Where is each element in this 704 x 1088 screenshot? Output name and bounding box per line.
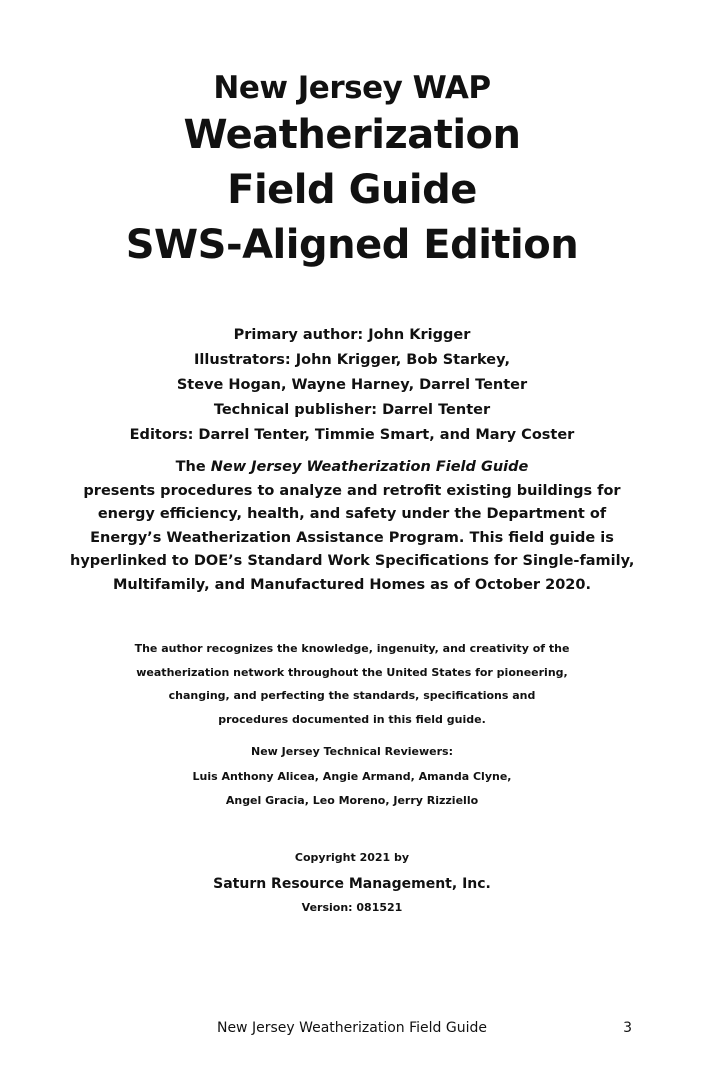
acknowledgement-line: The author recognizes the knowledge, ingenuity, and creativity of the <box>134 642 570 655</box>
title-block <box>0 68 704 273</box>
reviewers-heading: New Jersey Technical Reviewers: <box>251 745 453 758</box>
acknowledgement-line: procedures documented in this field guide. <box>218 712 486 726</box>
company-name: Saturn Resource Management, Inc. <box>213 876 491 892</box>
title-line-weatherization: Weatherization <box>183 112 521 158</box>
footer-page-number: 3 <box>623 1020 632 1036</box>
intro-guide-title: New Jersey Weatherization Field Guide <box>210 459 529 475</box>
credit-illustrators: Illustrators: John Krigger, Bob Starkey, <box>194 352 510 368</box>
credits-block <box>0 323 704 448</box>
intro-paragraph <box>70 456 634 597</box>
intro-prefix: The <box>175 459 211 475</box>
version-label: Version: 081521 <box>301 901 403 914</box>
reviewers-line: Angel Gracia, Leo Moreno, Jerry Rizziello <box>225 794 479 807</box>
intro-line: hyperlinked to DOE’s Standard Work Specifications for Single-family, <box>70 553 635 569</box>
title-subtitle: New Jersey WAP <box>213 70 491 106</box>
credit-illustrators-continued: Steve Hogan, Wayne Harney, Darrel Tenter <box>176 377 528 393</box>
title-line-field-guide: Field Guide <box>227 167 477 213</box>
credit-primary-author: Primary author: John Krigger <box>233 327 471 343</box>
reviewers-list <box>0 765 704 813</box>
reviewers-line: Luis Anthony Alicea, Angie Armand, Amanda Clyne, <box>192 770 512 783</box>
intro-first-line <box>70 456 634 480</box>
copyright-notice: Copyright 2021 by <box>294 851 410 864</box>
title-line-edition: SWS-Aligned Edition <box>125 222 579 268</box>
intro-line: Multifamily, and Manufactured Homes as of October 2020. <box>113 576 591 593</box>
footer-running-title: New Jersey Weatherization Field Guide <box>216 1020 488 1036</box>
acknowledgement-paragraph <box>120 637 584 731</box>
credit-editors: Editors: Darrel Tenter, Timmie Smart, and Mary Coster <box>129 427 575 443</box>
acknowledgement-line: changing, and perfecting the standards, specifications and <box>168 689 536 702</box>
intro-line: Energy’s Weatherization Assistance Program. This field guide is <box>90 529 614 546</box>
credit-technical-publisher: Technical publisher: Darrel Tenter <box>213 402 491 418</box>
intro-line: energy efficiency, health, and safety under the Department of <box>97 506 607 522</box>
acknowledgement-line: weatherization network throughout the United States for pioneering, <box>136 665 568 679</box>
intro-line: presents procedures to analyze and retrofit existing buildings for <box>83 482 621 499</box>
